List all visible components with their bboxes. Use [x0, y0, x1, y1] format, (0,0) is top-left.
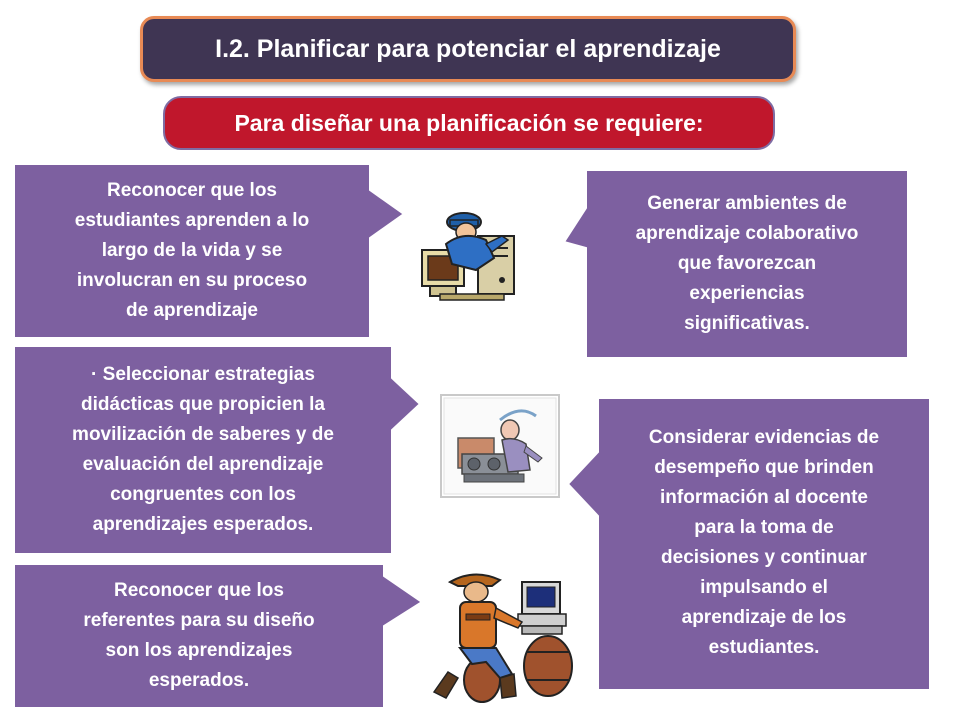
callout-left-middle — [12, 344, 424, 556]
callout-right-top — [562, 168, 912, 360]
callout-text-left-middle: · Seleccionar estrategias didácticas que propicien la movilización de saberes y de evaluación del aprendizaje congruentes con los aprendizajes esperados. — [72, 364, 334, 535]
subtitle-banner — [163, 96, 775, 150]
callout-left-bottom — [12, 562, 424, 710]
cowboy-computer-icon — [430, 568, 580, 704]
title-banner — [140, 16, 796, 82]
callout-text-left-top: Reconocer que los estudiantes aprenden a lo largo de la vida y se involucran en su proceso de aprendizaje — [74, 180, 310, 321]
machine-person-image — [440, 394, 560, 498]
worker-computer-icon — [416, 200, 528, 308]
callout-text-right-top: Generar ambientes de aprendizaje colaborativo que favorezcan experiencias significativas. — [635, 193, 859, 334]
slide-subtitle: Para diseñar una planificación se requiere: — [234, 109, 704, 136]
cowboy-computer-image — [430, 568, 580, 704]
slide-title: I.2. Planificar para potenciar el aprendizaje — [215, 34, 721, 63]
callout-text-left-bottom: Reconocer que los referentes para su diseño son los aprendizajes esperados. — [83, 580, 315, 691]
callout-text-right-bottom: Considerar evidencias de desempeño que brinden información al docente para la toma de decisiones y continuar impulsando el aprendizaje de los estudiantes. — [648, 427, 880, 658]
callout-right-bottom — [566, 396, 934, 692]
machine-person-icon — [440, 394, 560, 498]
worker-computer-image — [416, 200, 528, 308]
callout-left-top — [12, 162, 406, 340]
